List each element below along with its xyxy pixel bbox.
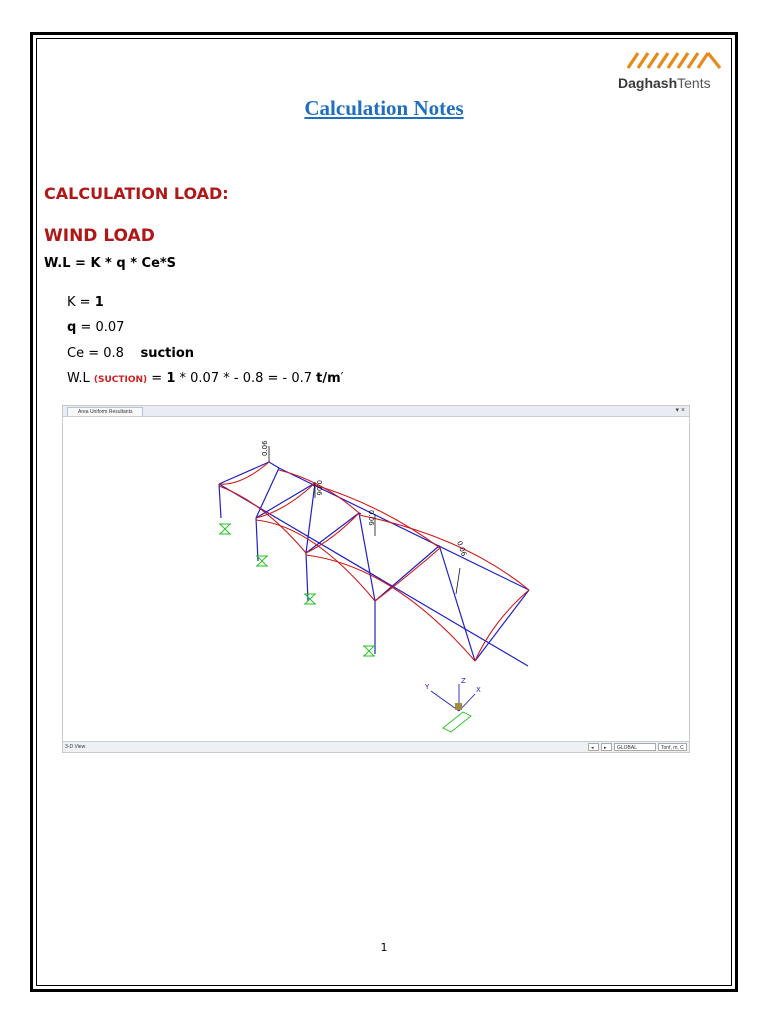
variable-q [67,320,124,335]
axis-label-x: X [476,686,481,694]
axis-label-y: Y [425,683,430,691]
load-label-3: 0.06 [367,510,375,526]
k-value: 1 [94,295,104,310]
wl-subscript: (SUCTION) [93,375,148,385]
logo-stripes-icon [622,50,724,70]
structural-model-screenshot [62,405,690,753]
load-label-2: 0.06 [315,480,323,496]
view-label: 3-D View [65,744,86,750]
wl-one: 1 [166,371,176,386]
coord-system-select[interactable] [614,743,656,751]
page-title: Calculation Notes [304,96,464,120]
wl-expression: * 0.07 * - 0.8 = - 0.7 [175,371,317,386]
ce-value: Ce = 0.8 [67,346,124,361]
logo-brand-bold: Daghash [618,75,678,91]
logo-wordmark [618,75,711,91]
wl-equals: = [147,371,167,386]
coord-system-value: GLOBAL [617,745,638,751]
units-select[interactable] [658,743,687,751]
next-arrow-icon[interactable]: ▸ [601,743,612,751]
units-value: Tonf, m, C [661,745,684,751]
load-label-1: 0.06 [261,440,269,456]
support-symbols [219,524,375,656]
wl-prime: ′ [340,371,344,386]
axis-triad [424,677,481,732]
section-heading: CALCULATION LOAD: [44,184,229,203]
logo-brand-light: Tents [677,75,711,91]
variable-wl [67,371,344,386]
frame-3d-view [63,416,689,742]
tab-area-uniform-resultants[interactable]: Area Uniform Resultants [67,407,143,416]
load-labels [261,440,468,558]
ce-note: suction [140,346,195,361]
q-value: = 0.07 [76,320,125,335]
q-label: q [67,320,77,335]
variable-ce [67,346,194,361]
load-label-4: 0.06 [455,539,468,558]
page-number: 1 [380,941,388,954]
prev-arrow-icon[interactable]: ◂ [588,743,599,751]
k-label: K = [67,295,95,310]
subsection-heading: WIND LOAD [44,226,155,246]
axis-label-z: Z [461,677,466,685]
wl-unit: t/m [316,371,341,386]
wl-prefix: W.L [67,371,94,386]
company-logo [616,50,726,95]
variable-k [67,295,104,310]
wind-load-formula: W.L = K * q * Ce*S [44,256,177,271]
window-controls[interactable]: ▾ × [675,407,685,414]
screenshot-status-bar [63,741,689,752]
deflected-shape [219,462,529,661]
